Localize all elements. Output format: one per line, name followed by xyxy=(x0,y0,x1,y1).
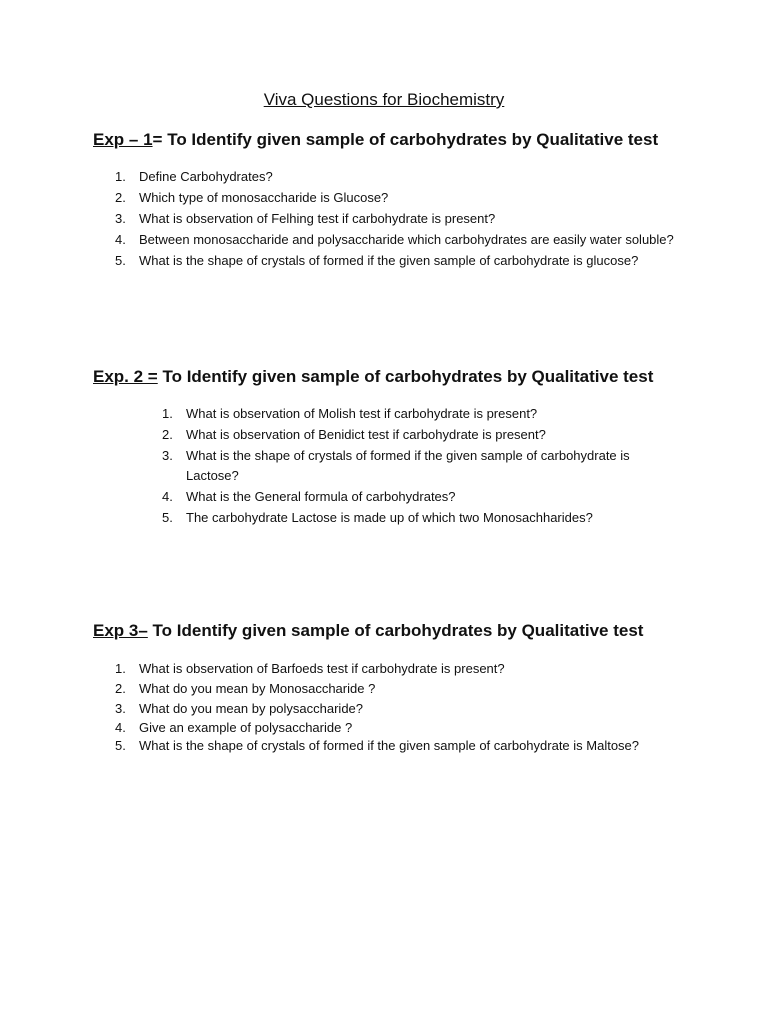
list-item xyxy=(93,251,683,271)
question-number: 3. xyxy=(162,448,173,463)
experiment-1-heading-text: = To Identify given sample of carbohydrates by Qualitative test xyxy=(152,130,659,149)
question-text: What is the shape of crystals of formed if the given sample of carbohydrate is Maltose? xyxy=(139,738,640,753)
list-item xyxy=(93,719,683,737)
question-number: 1. xyxy=(162,406,173,421)
list-item xyxy=(93,487,683,507)
list-item xyxy=(93,209,683,229)
experiment-3-heading xyxy=(93,617,683,645)
experiment-3-section xyxy=(93,617,683,755)
experiment-3-question-list xyxy=(93,659,683,755)
experiment-2-heading-text: To Identify given sample of carbohydrates by Qualitative test xyxy=(157,367,654,386)
question-text: What do you mean by Monosaccharide ? xyxy=(139,681,376,696)
experiment-2-heading xyxy=(93,363,683,391)
question-number: 2. xyxy=(115,681,126,696)
question-text: What is the shape of crystals of formed if the given sample of carbohydrate is Lactose? xyxy=(186,448,630,483)
question-text: What is observation of Benidict test if carbohydrate is present? xyxy=(186,427,546,442)
list-item xyxy=(93,188,683,208)
question-number: 5. xyxy=(115,738,126,753)
question-text: The carbohydrate Lactose is made up of which two Monosachharides? xyxy=(186,510,593,525)
list-item xyxy=(93,508,683,528)
experiment-2-question-list xyxy=(93,404,683,528)
list-item xyxy=(93,737,683,755)
list-item xyxy=(93,699,683,719)
question-text: What is observation of Molish test if carbohydrate is present? xyxy=(186,406,538,421)
question-number: 1. xyxy=(115,661,126,676)
question-text: Give an example of polysaccharide ? xyxy=(139,720,353,735)
question-number: 5. xyxy=(115,253,126,268)
experiment-1-heading xyxy=(93,126,683,154)
experiment-1-question-list xyxy=(93,167,683,271)
list-item xyxy=(93,679,683,699)
list-item xyxy=(93,404,683,424)
list-item xyxy=(93,659,683,679)
document-title: Viva Questions for Biochemistry xyxy=(263,90,505,109)
question-text: What is the General formula of carbohydrates? xyxy=(186,489,456,504)
question-number: 1. xyxy=(115,169,126,184)
question-text: Define Carbohydrates? xyxy=(139,169,273,184)
question-text: What do you mean by polysaccharide? xyxy=(139,701,364,716)
question-text: What is observation of Felhing test if carbohydrate is present? xyxy=(139,211,496,226)
question-number: 3. xyxy=(115,211,126,226)
question-number: 3. xyxy=(115,701,126,716)
experiment-2-section xyxy=(93,363,683,529)
experiment-2-label: Exp. 2 = xyxy=(93,367,158,386)
question-text: What is the shape of crystals of formed if the given sample of carbohydrate is glucose? xyxy=(139,253,639,268)
list-item xyxy=(93,446,683,486)
question-text: Between monosaccharide and polysaccharide which carbohydrates are easily water soluble? xyxy=(139,232,674,247)
list-item xyxy=(93,425,683,445)
question-number: 4. xyxy=(115,232,126,247)
experiment-3-label: Exp 3– xyxy=(93,621,148,640)
question-number: 5. xyxy=(162,510,173,525)
experiment-3-heading-text: To Identify given sample of carbohydrates by Qualitative test xyxy=(147,621,644,640)
question-text: What is observation of Barfoeds test if carbohydrate is present? xyxy=(139,661,505,676)
experiment-1-label: Exp – 1 xyxy=(93,130,153,149)
question-number: 2. xyxy=(115,190,126,205)
list-item xyxy=(93,167,683,187)
list-item xyxy=(93,230,683,250)
experiment-1-section xyxy=(93,126,683,272)
question-number: 4. xyxy=(115,720,126,735)
question-number: 4. xyxy=(162,489,173,504)
question-text: Which type of monosaccharide is Glucose? xyxy=(139,190,389,205)
question-number: 2. xyxy=(162,427,173,442)
